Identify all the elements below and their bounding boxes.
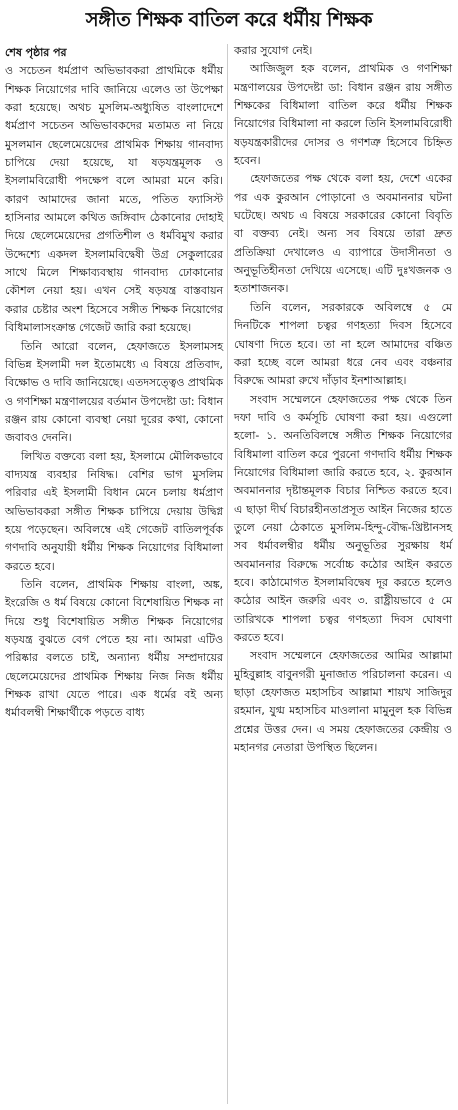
paragraph: সংবাদ সম্মেলনে হেফাজতের পক্ষ থেকে তিন দফা দাবি ও কর্মসূচি ঘোষণা করা হয়। এগুলো হলো- ১. অনতিবিলম্বে সঙ্গীত শিক্ষক নিয়োগের বিধিমালা বাতিল করে পুরনো গণদাবি ধর্মীয় শিক্ষক নিয়োগের বিধিমালা জারি করতে হবে, ২. কুরআন অবমাননার দৃষ্টান্তমূলক বিচার নিশ্চিত করতে হবে। এ ছাড়া দীর্ঘ বিচারহীনতাপ্রসূত আইন নিজের হাতে তুলে নেয়া ঠেকাতে মুসলিম-হিন্দু-বৌদ্ধ-খ্রিষ্টানসহ সব ধর্মাবলম্বীর ধর্মীয় অনুভূতির সুরক্ষায় ধর্ম অবমাননার বিরুদ্ধে সর্বোচ্চ কঠোর আইন করতে হবে। কাঠামোগত ইসলামবিদ্বেষ দূর করতে হলেও কঠোর আইন জরুরি এবং ৩. রাষ্ট্রীয়ভাবে ৫ মে তারিখকে শাপলা চত্বর গণহত্যা দিবস ঘোষণা করতে হবে।: [234, 392, 452, 644]
paragraph: করার সুযোগ নেই।: [234, 44, 313, 57]
continuation-label: শেষ পৃষ্ঠার পর: [5, 46, 67, 59]
paragraph: তিনি বলেন, সরকারকে অবিলম্বে ৫ মে দিনটিকে শাপলা চত্বর গণহত্যা দিবস হিসেবে ঘোষণা দিতে হবে। তা না হলে আমাদের বঞ্চিত করা হচ্ছে বলে আমরা ধরে নেব এবং বঞ্চনার বিরুদ্ধে আমরা রুখে দাঁড়াব ইনশাআল্লাহ।: [234, 300, 452, 388]
paragraph: তিনি বলেন, প্রাথমিক শিক্ষায় বাংলা, অঙ্ক, ইংরেজি ও ধর্ম বিষয়ে কোনো বিশেষায়িত শিক্ষক না দিয়ে শুধু বিশেষায়িত সঙ্গীত শিক্ষক নিয়োগের ষড়যন্ত্র বুঝতে বেগ পেতে হয় না। আমরা এটিও পরিষ্কার বলতে চাই, অন্যান্য ধর্মীয় সম্প্রদায়ের ছেলেমেয়েদের প্রাথমিক শিক্ষায় নিজ নিজ ধর্মীয় শিক্ষক রাখা যেতে পারে। এক ধর্মের বই অন্য ধর্মাবলম্বী শিক্ষার্থীকে পড়তে বাধ্য: [5, 577, 223, 720]
paragraph: সংবাদ সম্মেলনে হেফাজতের আমির আল্লামা মুহিবুল্লাহ বাবুনগরী মুনাজাত পরিচালনা করেন। এ ছাড়া হেফাজত মহাসচিব আল্লামা শায়খ সাজিদুর রহমান, যুগ্ম মহাসচিব মাওলানা মামুনুল হক বিভিন্ন প্রশ্নের উত্তর দেন। এ সময় হেফাজতের কেন্দ্রীয় ও মহানগর নেতারা উপস্থিত ছিলেন।: [234, 649, 452, 755]
left-column: [5, 44, 223, 723]
article-headline: সঙ্গীত শিক্ষক বাতিল করে ধর্মীয় শিক্ষক: [85, 8, 373, 31]
paragraph: হেফাজতের পক্ষ থেকে বলা হয়, দেশে একের পর এক কুরআন পোড়ানো ও অবমাননার ঘটনা ঘটেছে। অথচ এ বিষয়ে সরকারের কোনো বিবৃতি বা বক্তব্য নেই। অন্য সব বিষয়ে তারা দ্রুত প্রতিক্রিয়া দেখালেও এ ব্যাপারে উদাসীনতা ও অনুভূতিহীনতা দেখিয়ে এসেছে। এটি দুঃখজনক ও হতাশাজনক।: [234, 172, 452, 296]
column-divider: [227, 44, 228, 1104]
paragraph: লিখিত বক্তব্যে বলা হয়, ইসলামে মৌলিকভাবে বাদ্যযন্ত্র ব্যবহার নিষিদ্ধ। বেশির ভাগ মুসলিম পরিবার এই ইসলামী বিধান মেনে চলায় ধর্মপ্রাণ অভিভাবকরা সঙ্গীত শিক্ষক চাপিয়ে দেয়ায় উদ্বিগ্ন হয়ে পড়েছেন। অবিলম্বে এই গেজেট বাতিলপূর্বক গণদাবি অনুযায়ী ধর্মীয় শিক্ষক নিয়োগের বিধিমালা করতে হবে।: [5, 449, 223, 573]
right-column: [234, 42, 452, 757]
paragraph: আজিজুল হক বলেন, প্রাথমিক ও গণশিক্ষা মন্ত্রণালয়ের উপদেষ্টা ডা: বিধান রঞ্জন রায় সঙ্গীত শিক্ষকের বিধিমালা বাতিল করে ধর্মীয় শিক্ষক নিয়োগের বিধিমালা না করলে তিনি ইসলামবিরোধী ষড়যন্ত্রকারীদের দোসর ও গণশত্রু হিসেবে চিহ্নিত হবেন।: [234, 62, 452, 168]
paragraph: তিনি আরো বলেন, হেফাজতে ইসলামসহ বিভিন্ন ইসলামী দল ইতোমধ্যে এ বিষয়ে প্রতিবাদ, বিক্ষোভ ও দাবি জানিয়েছে। এতদসত্ত্বেও প্রাথমিক ও গণশিক্ষা মন্ত্রণালয়ের বর্তমান উপদেষ্টা ডা: বিধান রঞ্জন রায় কোনো ব্যবস্থা নেয়া দূরের কথা, কোনো জবাবও দেননি।: [5, 339, 224, 445]
paragraph: ও সচেতন ধর্মপ্রাণ অভিভাবকরা প্রাথমিকে ধর্মীয় শিক্ষক নিয়োগের দাবি জানিয়ে এলেও তা উপেক্ষা করা হয়েছে। অথচ মুসলিম-অধ্যুষিত বাংলাদেশে ধর্মপ্রাণ সচেতন অভিভাবকদের মতামত না নিয়ে মুসলমান ছেলেমেয়েদের প্রাথমিক শিক্ষায় গানবাদ্য চাপিয়ে দেয়া হয়েছে, যা ষড়যন্ত্রমূলক ও ইসলামবিরোধী পদক্ষেপ বলে আমরা মনে করি। কারণ আমাদের জানা মতে, পতিত ফ্যাসিস্ট হাসিনার আমলে কথিত জঙ্গিবাদ ঠেকানোর দোহাই দিয়ে ছেলেমেয়েদের প্রগতিশীল ও ধর্মবিমুখ করার উদ্দেশ্যে একদল ইসলামবিদ্বেষী উগ্র সেকুলারের সাথে মিলে শিক্ষাব্যবস্থায় গানবাদ্য ঢোকানোর কৌশল নেয়া হয়। এখন সেই ষড়যন্ত্র বাস্তবায়ন করার চেষ্টার অংশ হিসেবে সঙ্গীত শিক্ষক নিয়োগের বিধিমালাসংক্রান্ত গেজেট জারি করা হয়েছে।: [5, 64, 223, 335]
